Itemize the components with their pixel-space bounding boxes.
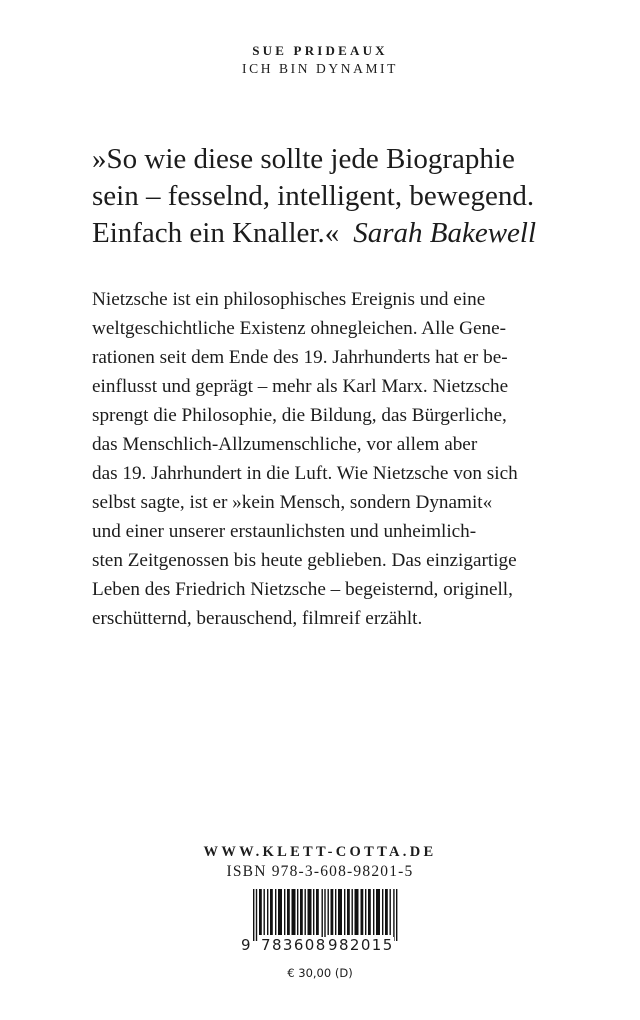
blurb-line: weltgeschichtliche Existenz ohnegleichen. Alle Gene- xyxy=(92,318,506,339)
blurb-line: Nietzsche ist ein philosophisches Ereignis und eine xyxy=(92,289,486,310)
price-label: € 30,00 (D) xyxy=(287,966,353,980)
barcode-right-digits: 982015 xyxy=(328,936,394,954)
barcode-bars-icon xyxy=(253,889,398,941)
quote-line xyxy=(92,215,592,252)
blurb-line: sten Zeitgenossen bis heute geblieben. Das einzigartige xyxy=(92,550,517,571)
author-name: SUE PRIDEAUX xyxy=(252,43,388,58)
isbn-number: ISBN 978-3-608-98201-5 xyxy=(226,863,414,880)
book-title: ICH BIN DYNAMIT xyxy=(242,61,398,76)
quote-line: sein – fesselnd, intelligent, bewegend. xyxy=(92,180,535,212)
blurb-line: rationen seit dem Ende des 19. Jahrhunderts hat er be- xyxy=(92,347,508,368)
blurb-line: sprengt die Philosophie, die Bildung, das Bürgerliche, xyxy=(92,405,507,426)
barcode-first-digit: 9 xyxy=(241,936,251,954)
blurb-line: Leben des Friedrich Nietzsche – begeisternd, originell, xyxy=(92,579,513,600)
blurb-line: erschütternd, berauschend, filmreif erzählt. xyxy=(92,608,423,629)
publisher-website: WWW.KLETT-COTTA.DE xyxy=(203,844,437,860)
blurb-line: das Menschlich-Allzumenschliche, vor allem aber xyxy=(92,434,478,455)
barcode-left-digits: 783608 xyxy=(261,936,327,954)
blurb-line: und einer unserer erstaunlichsten und unheimlich- xyxy=(92,521,477,542)
quote-attribution: Sarah Bakewell xyxy=(353,217,537,249)
blurb-line: das 19. Jahrhundert in die Luft. Wie Nietzsche von sich xyxy=(92,463,518,484)
book-header xyxy=(0,42,640,78)
blurb-text xyxy=(92,285,562,633)
review-quote xyxy=(92,141,592,252)
quote-line: »So wie diese sollte jede Biographie xyxy=(92,143,515,175)
blurb-line: einflusst und geprägt – mehr als Karl Marx. Nietzsche xyxy=(92,376,509,397)
barcode xyxy=(241,889,411,959)
blurb-line: selbst sagte, ist er »kein Mensch, sondern Dynamit« xyxy=(92,492,493,513)
publisher-footer xyxy=(0,843,640,882)
quote-line-text: Einfach ein Knaller.« xyxy=(92,217,340,249)
